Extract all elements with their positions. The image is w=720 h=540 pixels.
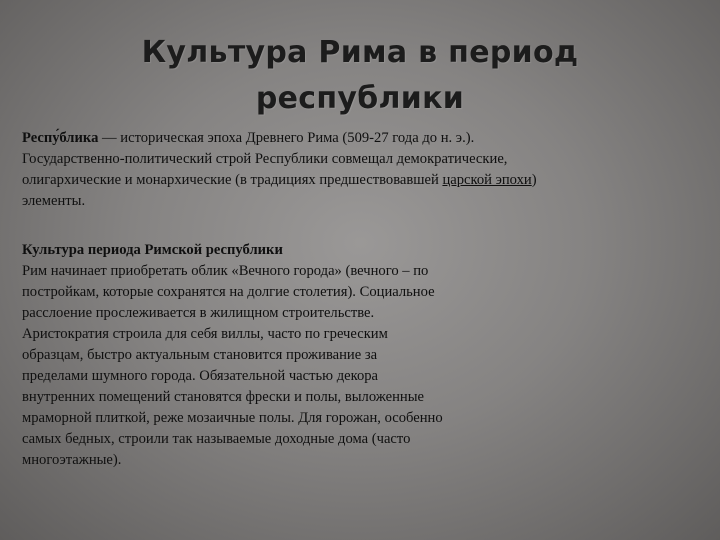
slide-title <box>60 30 660 122</box>
paragraph-line: многоэтажные). <box>22 452 122 468</box>
paragraph-line <box>22 170 612 191</box>
title-line-1: Культура Рима в период <box>141 35 579 70</box>
paragraph-culture <box>22 240 612 471</box>
paragraph-line: пределами шумного города. Обязательной частью декора <box>22 368 379 384</box>
slide-body <box>22 128 612 499</box>
paragraph-line: образцам, быстро актуальным становится проживание за <box>22 347 378 363</box>
paragraph-line: расслоение прослеживается в жилищном строительстве. <box>22 305 375 321</box>
paragraph-line: Государственно-политический строй Республики совмещал демократические, <box>22 151 508 167</box>
paragraph-line: Рим начинает приобретать облик «Вечного города» (вечного – по <box>22 263 429 279</box>
paragraph-line <box>22 128 612 149</box>
paragraph-line: постройкам, которые сохранятся на долгие столетия). Социальное <box>22 284 435 300</box>
paragraph-line: мраморной плиткой, реже мозаичные полы. Для горожан, особенно <box>22 410 443 426</box>
paragraph-text: ) <box>531 172 537 188</box>
section-heading: Культура периода Римской республики <box>22 242 283 258</box>
term-republic: Респу́блика <box>22 130 99 146</box>
paragraph-text: олигархические и монархические (в традициях предшествовавшей <box>22 172 443 188</box>
title-line-2: республики <box>255 81 465 116</box>
definition-text: — историческая эпоха Древнего Рима (509-27 года до н. э.). <box>98 130 475 146</box>
tsarist-era-link[interactable]: царской эпохи <box>442 172 532 188</box>
paragraph-line: элементы. <box>22 193 86 209</box>
paragraph-line: внутренних помещений становятся фрески и полы, выложенные <box>22 389 425 405</box>
paragraph-line: самых бедных, строили так называемые доходные дома (часто <box>22 431 411 447</box>
paragraph-line: Аристократия строила для себя виллы, часто по греческим <box>22 326 388 342</box>
paragraph-republic <box>22 128 612 212</box>
